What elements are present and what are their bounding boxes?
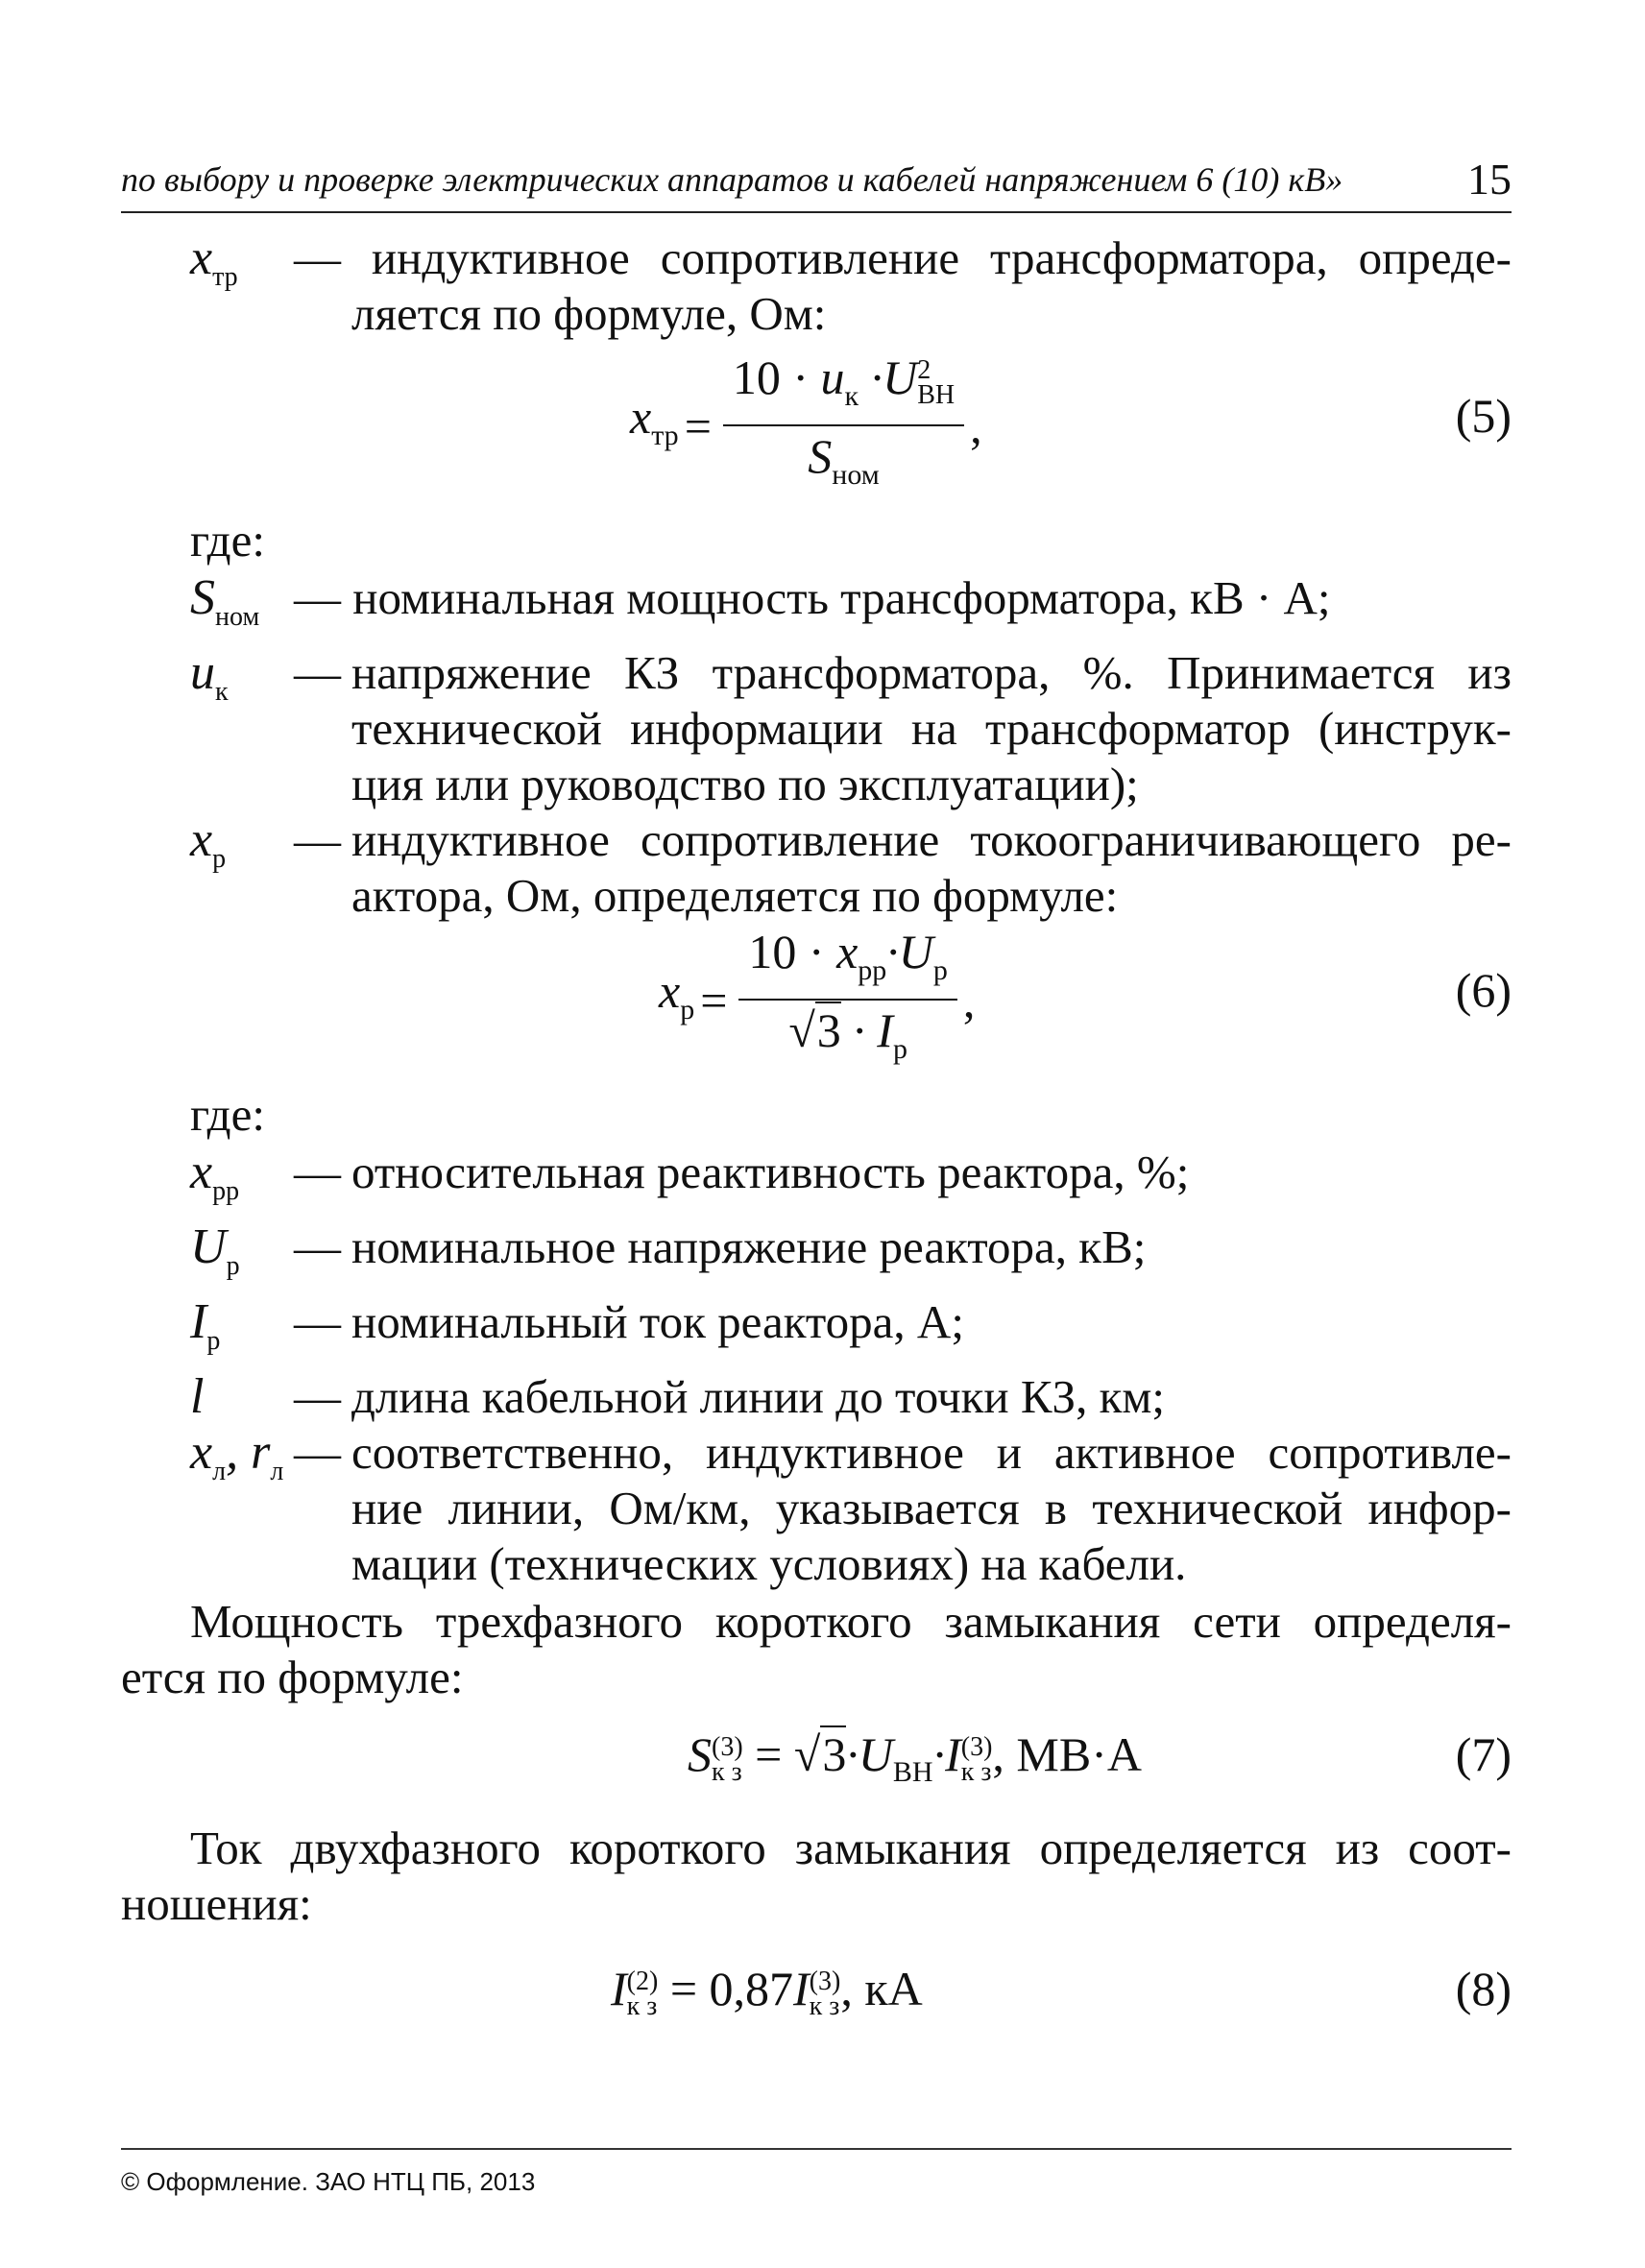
definition-text: длина кабельной линии до точки КЗ, км; [351, 1370, 1166, 1423]
dash: — [294, 1220, 341, 1273]
definition-u-p [121, 1219, 1512, 1294]
paragraph-power: Мощность трехфазного короткого замыкания сети определя- ется по формуле: [121, 1595, 1512, 1703]
definition-text: индуктивное сопротивление токоограничивающего ре- актора, Ом, определяется по формуле: [351, 813, 1512, 922]
formula-6: $x_р$ = $\frac{10 \cdot x_{рр}\cdot U_р}{√3 \cdot I_р}$ , (6) [121, 924, 1512, 1068]
definition-s-nom [121, 570, 1512, 645]
dash: — [294, 646, 341, 699]
symbol-u-p: $U_р$ [190, 1219, 240, 1281]
running-header [121, 154, 1512, 213]
definition-text: номинальный ток реактора, А; [351, 1295, 964, 1348]
definition-text: номинальное напряжение реактора, кВ; [351, 1220, 1147, 1273]
definition-text: соответственно, индуктивное и активное сопротивле- ние линии, Ом/км, указывается в технической инфор- мации (технических условиях) на кабели. [351, 1426, 1512, 1590]
where-label-2: где: [190, 1088, 265, 1141]
definition-x-pp [121, 1145, 1512, 1219]
symbol-i-p: $I_р$ [190, 1294, 221, 1356]
formula-8: I (2) к з = 0,87I (3) к з , кА (8) [611, 1962, 1512, 2021]
symbol-x-pp: $x_{рр}$ [190, 1145, 240, 1206]
page-footer [121, 2148, 1512, 2197]
equation-number-6: (6) [1455, 963, 1512, 1017]
equation-number-5: (5) [1455, 389, 1512, 443]
symbol-x-tr: $x_{тр}$ [190, 230, 238, 292]
definition-text: — номинальная мощность трансформатора, кВ · А; [294, 571, 1331, 624]
definition-x-r [121, 812, 1512, 924]
dash: — [294, 1146, 341, 1198]
symbol-x-r: $x_р$ [190, 812, 227, 874]
symbol-l: l [190, 1369, 205, 1424]
where-label-1: где: [190, 514, 265, 567]
fraction: $10 \cdot u_к \cdot U$ 2 ВН $S_{ном}$ [723, 350, 964, 503]
formula-lhs: $x_{тр}$ [630, 390, 679, 451]
fraction: $\frac{10 \cdot x_{рр}\cdot U_р}{√3 \cdot I_р}$ [738, 924, 956, 1077]
dash: — [294, 1370, 341, 1423]
symbol-x-l-r-l: $x_л$, $r_л$ [190, 1425, 284, 1486]
definition-x-tr [121, 230, 1512, 342]
running-title: по выбору и проверке электрических аппаратов и кабелей напряжением 6 (10) кВ» [121, 160, 1343, 199]
symbol-s-nom: $S_{ном}$ [190, 570, 260, 632]
dash: — [294, 1295, 341, 1348]
definition-x-l-r-l [121, 1425, 1512, 1592]
dash: — [294, 813, 341, 866]
definition-text: — индуктивное сопротивление трансформатора, опреде- ляется по формуле, Ом: [294, 231, 1512, 340]
dash: — [294, 1426, 341, 1479]
paragraph-current: Ток двухфазного короткого замыкания определяется из соот- ношения: [121, 1822, 1512, 1930]
equation-number-7: (7) [1455, 1727, 1512, 1781]
copyright-text: © Оформление. ЗАО НТЦ ПБ, 2013 [121, 2167, 536, 2196]
page-content [121, 230, 1512, 2047]
formula-7: S (3) к з = $√3\cdot U_{ВН}\cdot I$ (3) к з , МВ·А (7) [688, 1727, 1512, 1788]
definition-i-p [121, 1294, 1512, 1369]
definition-l [121, 1369, 1512, 1425]
page-number: 15 [1467, 155, 1512, 204]
definition-u-k [121, 645, 1512, 812]
formula-5: $x_{тр}$ = $10 \cdot u_к \cdot U$ 2 ВН $S_{ном}$ , (5) [121, 350, 1512, 494]
equation-number-8: (8) [1455, 1962, 1512, 2015]
definition-text: относительная реактивность реактора, %; [351, 1146, 1190, 1198]
definition-text: напряжение КЗ трансформатора, %. Принимается из технической информации на трансформатор (инструк- ция или руководство по эксплуатации); [351, 646, 1512, 810]
symbol-u-k: $u_к$ [190, 645, 229, 707]
